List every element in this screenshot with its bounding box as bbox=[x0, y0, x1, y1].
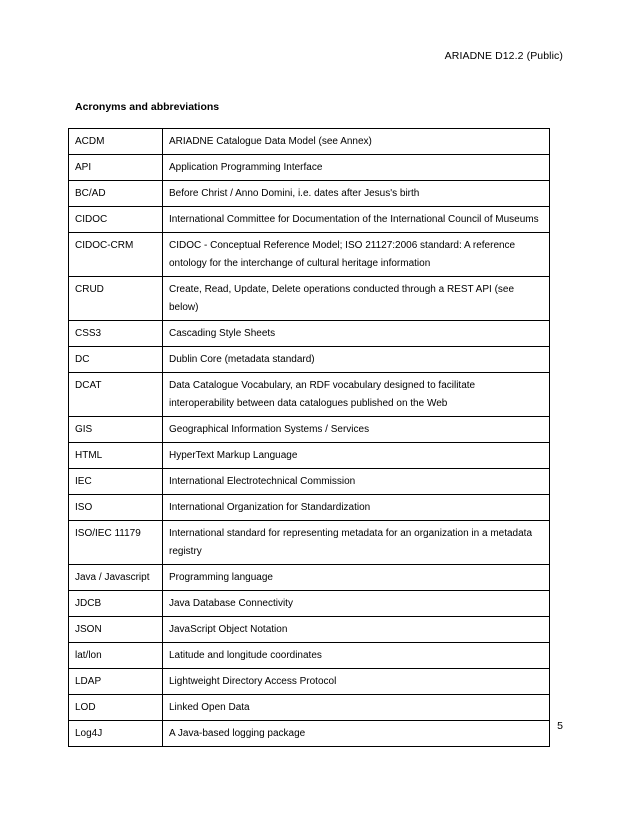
acronym-definition: Dublin Core (metadata standard) bbox=[163, 347, 550, 373]
acronym-definition: International Electrotechnical Commission bbox=[163, 469, 550, 495]
table-row bbox=[69, 373, 550, 417]
table-row bbox=[69, 591, 550, 617]
table-row bbox=[69, 721, 550, 747]
acronym-term: ACDM bbox=[69, 129, 163, 155]
page-number: 5 bbox=[557, 720, 563, 732]
table-row bbox=[69, 233, 550, 277]
acronym-term: JDCB bbox=[69, 591, 163, 617]
acronym-term: Log4J bbox=[69, 721, 163, 747]
acronym-term: Java / Javascript bbox=[69, 565, 163, 591]
table-row bbox=[69, 495, 550, 521]
acronym-term: lat/lon bbox=[69, 643, 163, 669]
table-row bbox=[69, 347, 550, 373]
table-row bbox=[69, 643, 550, 669]
acronym-definition: HyperText Markup Language bbox=[163, 443, 550, 469]
acronym-term: IEC bbox=[69, 469, 163, 495]
acronym-definition: International standard for representing metadata for an organization in a metadata registry bbox=[163, 521, 550, 565]
table-row bbox=[69, 155, 550, 181]
acronym-term: ISO/IEC 11179 bbox=[69, 521, 163, 565]
acronym-term: DC bbox=[69, 347, 163, 373]
acronym-term: CIDOC-CRM bbox=[69, 233, 163, 277]
acronym-term: JSON bbox=[69, 617, 163, 643]
acronym-term: CSS3 bbox=[69, 321, 163, 347]
acronym-definition: Programming language bbox=[163, 565, 550, 591]
acronym-definition: Application Programming Interface bbox=[163, 155, 550, 181]
acronym-definition: Create, Read, Update, Delete operations conducted through a REST API (see below) bbox=[163, 277, 550, 321]
acronym-definition: A Java-based logging package bbox=[163, 721, 550, 747]
acronyms-table bbox=[68, 128, 550, 747]
table-row bbox=[69, 277, 550, 321]
acronym-definition: ARIADNE Catalogue Data Model (see Annex) bbox=[163, 129, 550, 155]
table-row bbox=[69, 565, 550, 591]
table-row bbox=[69, 181, 550, 207]
acronym-term: HTML bbox=[69, 443, 163, 469]
table-row bbox=[69, 417, 550, 443]
section-title: Acronyms and abbreviations bbox=[75, 101, 220, 113]
table-row bbox=[69, 521, 550, 565]
acronym-definition: JavaScript Object Notation bbox=[163, 617, 550, 643]
acronym-definition: Data Catalogue Vocabulary, an RDF vocabulary designed to facilitate interoperability between data catalogues published on the Web bbox=[163, 373, 550, 417]
acronym-term: ISO bbox=[69, 495, 163, 521]
document-header: ARIADNE D12.2 (Public) bbox=[444, 50, 563, 62]
acronym-definition: Latitude and longitude coordinates bbox=[163, 643, 550, 669]
acronym-definition: Lightweight Directory Access Protocol bbox=[163, 669, 550, 695]
table-row bbox=[69, 321, 550, 347]
acronym-definition: CIDOC - Conceptual Reference Model; ISO 21127:2006 standard: A reference ontology for the interchange of cultural heritage information bbox=[163, 233, 550, 277]
table-row bbox=[69, 669, 550, 695]
acronym-term: CRUD bbox=[69, 277, 163, 321]
table-row bbox=[69, 617, 550, 643]
acronym-definition: Java Database Connectivity bbox=[163, 591, 550, 617]
acronym-definition: Cascading Style Sheets bbox=[163, 321, 550, 347]
acronyms-table-body bbox=[69, 129, 550, 747]
acronym-definition: International Committee for Documentation of the International Council of Museums bbox=[163, 207, 550, 233]
table-row bbox=[69, 443, 550, 469]
acronym-term: LDAP bbox=[69, 669, 163, 695]
table-row bbox=[69, 129, 550, 155]
acronym-term: LOD bbox=[69, 695, 163, 721]
acronym-term: GIS bbox=[69, 417, 163, 443]
acronym-term: DCAT bbox=[69, 373, 163, 417]
acronym-definition: Linked Open Data bbox=[163, 695, 550, 721]
table-row bbox=[69, 207, 550, 233]
acronym-definition: Geographical Information Systems / Services bbox=[163, 417, 550, 443]
acronym-definition: International Organization for Standardization bbox=[163, 495, 550, 521]
acronym-definition: Before Christ / Anno Domini, i.e. dates after Jesus's birth bbox=[163, 181, 550, 207]
acronym-term: BC/AD bbox=[69, 181, 163, 207]
acronym-term: CIDOC bbox=[69, 207, 163, 233]
acronym-term: API bbox=[69, 155, 163, 181]
table-row bbox=[69, 469, 550, 495]
table-row bbox=[69, 695, 550, 721]
